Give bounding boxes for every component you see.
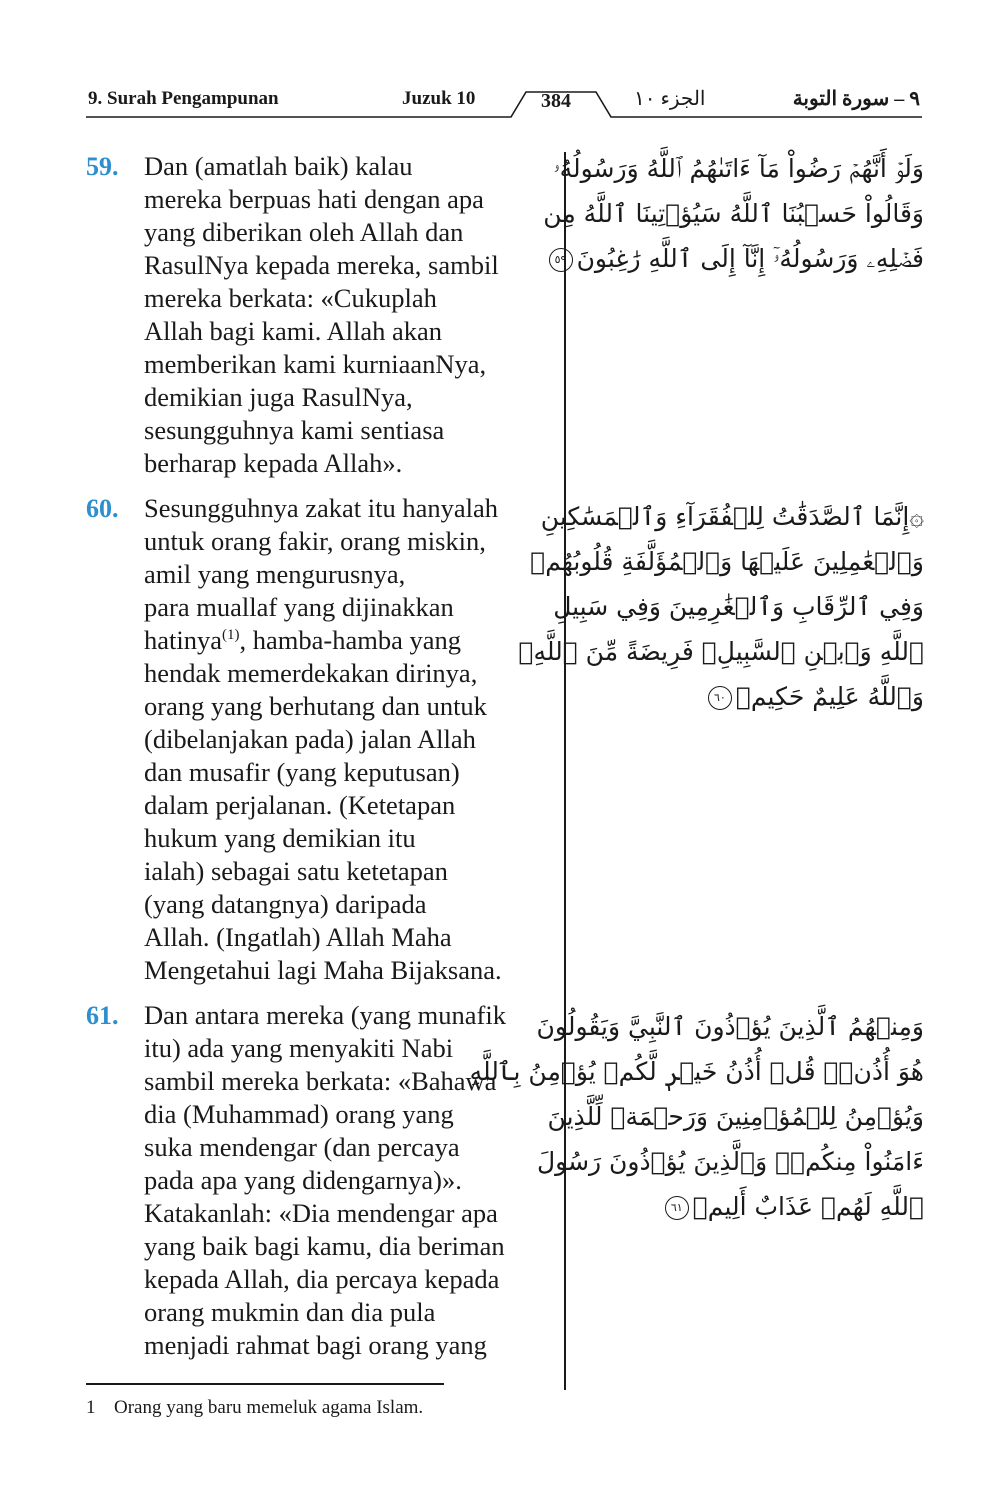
ayah-number-mark: ٦١ <box>665 1196 689 1220</box>
footnote-marker[interactable]: (1) <box>222 627 240 644</box>
verse-text: Dan antara mereka (yang munafik itu) ada yang menyakiti Nabi sambil mereka berkata: «Bahawa dia (Muhammad) orang yang suka mendengar (dan percaya pada apa yang didengarnya)». Katakanlah: «Dia mendengar apa yang baik bagi kamu, dia beriman kepada Allah, dia percaya kepada orang mukmin dan dia pula menjadi rahmat bagi orang yang <box>144 1000 506 1360</box>
verse-61-arabic <box>469 1004 924 1229</box>
arabic-line: هُوَ أُذُنٞۚ قُلۡ أُذُنُ خَيۡرٖ لَّكُمۡ يُؤۡمِنُ بِٱللَّهِ <box>469 1057 924 1086</box>
verse-number: 61. <box>86 1001 119 1030</box>
arabic-line: وَمِنۡهُمُ ٱلَّذِينَ يُؤۡذُونَ ٱلنَّبِيَّ وَيَقُولُونَ <box>536 1012 924 1041</box>
verse-text <box>144 492 502 987</box>
footnote-text: Orang yang baru memeluk agama Islam. <box>114 1397 424 1418</box>
footnote-number: 1 <box>86 1397 96 1418</box>
verse-59-translation <box>86 150 558 480</box>
juzuk-label-latin: Juzuk 10 <box>402 88 476 109</box>
arabic-line <box>590 674 924 719</box>
verse-text: Dan (amatlah baik) kalau mereka berpuas hati dengan apa yang diberikan oleh Allah dan RasulNya kepada mereka, sambil mereka berkata: «Cukuplah Allah bagi kami. Allah akan memberikan kami kurniaanNya, demikian juga RasulNya, sesungguhnya kami sentiasa berharap kepada Allah». <box>144 151 499 478</box>
juz-label-arabic: الجزء ١٠ <box>634 88 706 110</box>
arabic-line-text: فَضۡلِهِۦ وَرَسُولُهُۥٓ إِنَّآ إِلَى ٱللَّهِ رَٰغِبُونَ <box>576 244 924 273</box>
verse-60-arabic <box>518 494 924 719</box>
column-divider <box>564 152 566 1390</box>
arabic-line: ءَامَنُواْ مِنكُمۡۚ وَٱلَّذِينَ يُؤۡذُونَ رَسُولَ <box>536 1147 924 1176</box>
arabic-line: وَقَالُواْ حَسۡبُنَا ٱللَّهُ سَيُؤۡتِينَا ٱللَّهُ مِن <box>543 199 924 228</box>
arabic-line: وَيُؤۡمِنُ لِلۡمُؤۡمِنِينَ وَرَحۡمَةٞ لِّلَّذِينَ <box>547 1102 924 1131</box>
page-number: 384 <box>541 90 571 112</box>
arabic-line-text: ٱللَّهِ لَهُمۡ عَذَابٌ أَلِيمٞ <box>692 1192 924 1221</box>
verse-59-arabic <box>543 146 924 281</box>
ayah-number-mark: ٦٠ <box>708 686 732 710</box>
verse-60-translation <box>86 492 558 987</box>
translation-column <box>86 150 558 1374</box>
ayah-number-mark: ٥٩ <box>549 248 573 272</box>
surah-title-latin: 9. Surah Pengampunan <box>88 88 279 109</box>
arabic-line: وَفِي ٱلرِّقَابِ وَٱلۡغَٰرِمِينَ وَفِي سَبِيلِ <box>553 592 924 621</box>
arabic-line: وَٱلۡعَٰمِلِينَ عَلَيۡهَا وَٱلۡمُؤَلَّفَةِ قُلُوبُهُمۡ <box>530 547 924 576</box>
arabic-line: ۞إِنَّمَا ٱلصَّدَقَٰتُ لِلۡفُقَرَآءِ وَٱلۡمَسَٰكِينِ <box>540 502 924 531</box>
arabic-line-text: وَٱللَّهُ عَلِيمٌ حَكِيمٞ <box>735 682 924 711</box>
verse-number: 60. <box>86 494 119 523</box>
arabic-line <box>554 236 924 281</box>
surah-title-arabic: ٩ – سورة التوبة <box>792 88 920 110</box>
arabic-line: ٱللَّهِ وَٱبۡنِ ٱلسَّبِيلِۖ فَرِيضَةً مِّنَ ٱللَّهِۗ <box>518 637 924 666</box>
footnote <box>86 1397 423 1419</box>
verse-number: 59. <box>86 152 119 181</box>
arabic-line <box>590 1184 924 1229</box>
verse-text-part: , hamba-hamba yang hendak memerdekakan dirinya, orang yang berhutang dan untuk (dibelanjakan pada) jalan Allah dan musafir (yang keputusan) dalam perjalanan. (Ketetapan hukum yang demikian itu ialah) sebagai satu ketetapan (yang datangnya) daripada Allah. (Ingatlah) Allah Maha Mengetahui lagi Maha Bijaksana. <box>144 625 502 985</box>
verse-text-part: Sesungguhnya zakat itu hanyalah untuk orang fakir, orang miskin, amil yang mengurusnya, para muallaf yang dijinakkan hatinya <box>144 493 498 655</box>
arabic-line: وَلَوۡ أَنَّهُمۡ رَضُواْ مَآ ءَاتَىٰهُمُ ٱللَّهُ وَرَسُولُهُۥ <box>553 154 924 183</box>
footnote-rule <box>86 1383 444 1385</box>
page-header <box>86 84 922 124</box>
